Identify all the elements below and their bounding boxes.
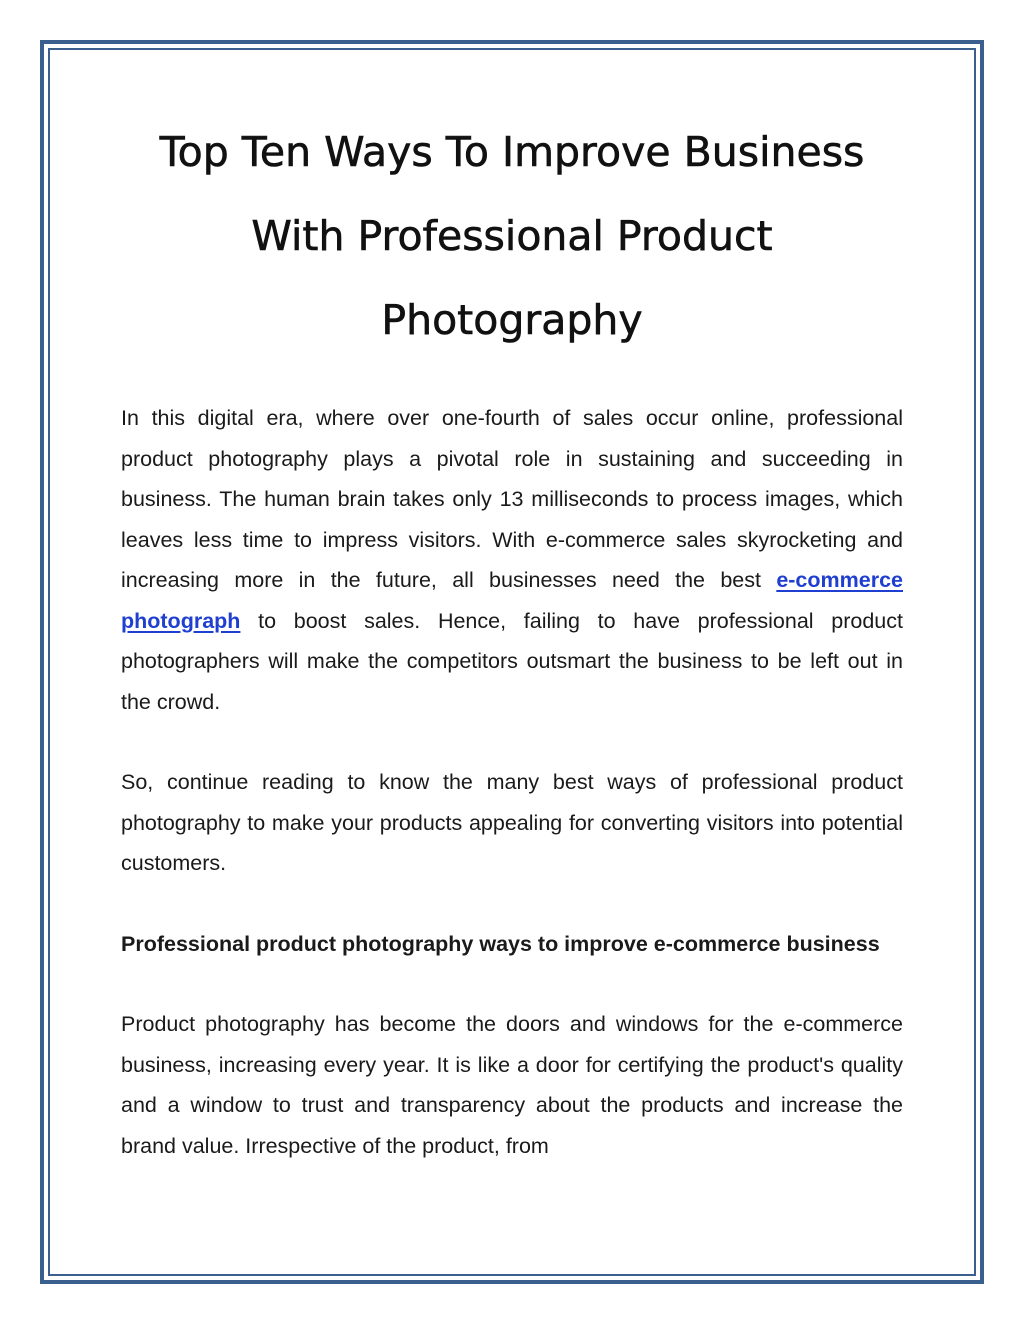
ecommerce-photograph-link[interactable]: e-commerce photograph	[121, 568, 903, 633]
document-body	[121, 110, 903, 1166]
continue-reading-paragraph: So, continue reading to know the many best ways of professional product photography to make your products appealing for converting visitors into potential customers.	[121, 770, 903, 875]
intro-text-after-link: to boost sales. Hence, failing to have professional product photographers will make the competitors outsmart the business to be left out in the crowd.	[121, 608, 903, 714]
section-heading: Professional product photography ways to improve e-commerce business	[121, 931, 880, 956]
intro-text-before-link: In this digital era, where over one-fourth of sales occur online, professional product photography plays a pivotal role in sustaining and succeeding in business. The human brain takes only 13 milliseconds to process images, which leaves less time to impress visitors. With e-commerce sales skyrocketing and increasing more in the future, all businesses need the best	[121, 406, 903, 592]
product-photography-paragraph: Product photography has become the doors and windows for the e-commerce business, increasing every year. It is like a door for certifying the product's quality and a window to trust and transparency about the products and increase the brand value. Irrespective of the product, from	[121, 1012, 903, 1158]
document-title: Top Ten Ways To Improve Business With Professional Product Photography	[159, 128, 865, 344]
intro-paragraph	[121, 398, 903, 722]
